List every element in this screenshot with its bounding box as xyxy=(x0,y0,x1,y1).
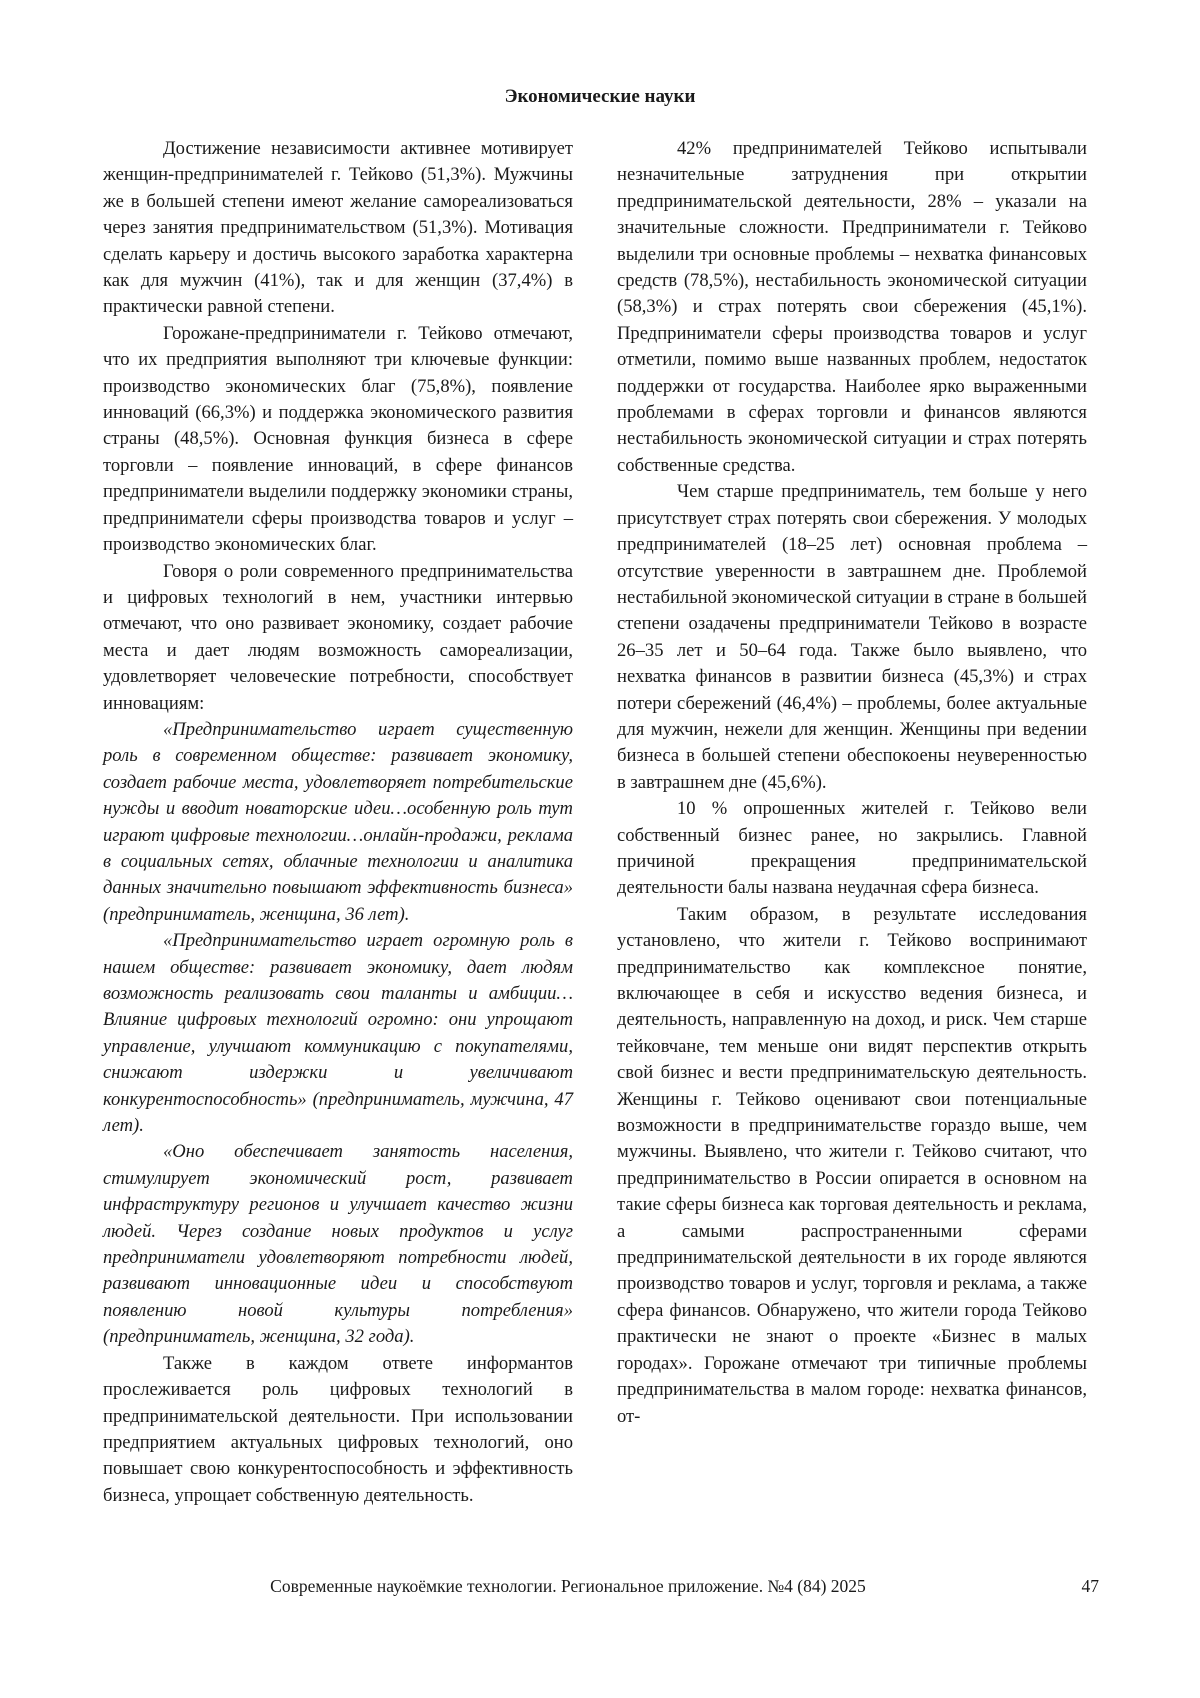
section-title: Экономические науки xyxy=(504,86,696,107)
journal-title: Современные наукоёмкие технологии. Региональное приложение. №4 (84) 2025 xyxy=(270,1576,866,1596)
left-column xyxy=(103,136,573,1509)
paragraph: Говоря о роли современного предпринимательства и цифровых технологий в нем, участники интервью отмечают, что оно развивает экономику, создает рабочие места и дает людям возможность самореализации, удовлетворяет человеческие потребности, способствует инновациям: xyxy=(103,560,573,714)
right-column xyxy=(617,136,1087,1430)
paragraph: 10 % опрошенных жителей г. Тейково вели собственный бизнес ранее, но закрылись. Главной причиной прекращения предпринимательской деятельности балы названа неудачная сфера бизнеса. xyxy=(617,798,1087,899)
paragraph: Чем старше предприниматель, тем больше у него присутствует страх потерять свои сбережения. У молодых предпринимателей (18–25 лет) основная проблема – отсутствие уверенности в завтрашнем дне. Проблемой нестабильной экономической ситуации в стране в большей степени озадачены предприниматели Тейково в возрасте 26–35 лет и 50–64 года. Также было выявлено, что нехватка финансов в развитии бизнеса (45,3%) и страх потери сбережений (46,4%) – проблемы, более актуальные для мужчин, нежели для женщин. Женщины при ведении бизнеса в большей степени обеспокоены неуверенностью в завтрашнем дне (45,6%). xyxy=(617,481,1087,793)
paragraph: Таким образом, в результате исследования установлено, что жители г. Тейково воспринимают предпринимательство как комплексное понятие, включающее в себя и искусство ведения бизнеса, и деятельность, направленную на доход, и риск. Чем старше тейковчане, тем меньше они видят перспектив открыть свой бизнес и вести предпринимательскую деятельность. Женщины г. Тейково оценивают свои потенциальные возможности в предпринимательстве гораздо выше, чем мужчины. Выявлено, что жители г. Тейково считают, что предпринимательство в России опирается в основном на такие сферы бизнеса как торговая деятельность и реклама, а самыми распространенными сферами предпринимательской деятельности в их городе являются производство товаров и услуг, торговля и реклама, а также сфера финансов. Обнаружено, что жители города Тейково практически не знают о проекте «Бизнес в малых городах». Горожане отмечают три типичные проблемы предпринимательства в малом городе: нехватка финансов, от- xyxy=(617,903,1087,1427)
quote-paragraph: «Предпринимательство играет огромную роль в нашем обществе: развивает экономику, дает людям возможность реализовать свои таланты и амбиции…Влияние цифровых технологий огромно: они упрощают управление, улучшают коммуникацию с покупателями, снижают издержки и увеличивают конкурентоспособность» (предприниматель, мужчина, 47 лет). xyxy=(103,930,573,1137)
paragraph: Достижение независимости активнее мотивирует женщин-предпринимателей г. Тейково (51,3%). Мужчины же в большей степени имеют желание самореализоваться через занятия предпринимательством (51,3%). Мотивация сделать карьеру и достичь высокого заработка характерна как для мужчин (41%), так и для женщин (37,4%) в практически равной степени. xyxy=(103,138,573,318)
page-footer xyxy=(103,1576,1099,1600)
paragraph: 42% предпринимателей Тейково испытывали незначительные затруднения при открытии предпринимательской деятельности, 28% – указали на значительные сложности. Предприниматели г. Тейково выделили три основные проблемы – нехватка финансовых средств (78,5%), нестабильность экономической ситуации (58,3%) и страх потерять свои сбережения (45,1%). Предприниматели сферы производства товаров и услуг отметили, помимо выше названных проблем, недостаток поддержки от государства. Наиболее ярко выраженными проблемами в сферах торговли и финансов являются нестабильность экономической ситуации и страх потерять собственные средства. xyxy=(617,138,1087,476)
page-number: 47 xyxy=(1081,1576,1099,1596)
quote-paragraph: «Оно обеспечивает занятость населения, стимулирует экономический рост, развивает инфраструктуру регионов и улучшает качество жизни людей. Через создание новых продуктов и услуг предприниматели удовлетворяют потребности людей, развивают инновационные идеи и способствуют появлению новой культуры потребления» (предприниматель, женщина, 32 года). xyxy=(103,1141,573,1348)
paragraph: Также в каждом ответе информантов прослеживается роль цифровых технологий в предпринимательской деятельности. При использовании предприятием актуальных цифровых технологий, оно повышает свою конкурентоспособность и эффективность бизнеса, упрощает собственную деятельность. xyxy=(103,1352,573,1506)
paragraph: Горожане-предприниматели г. Тейково отмечают, что их предприятия выполняют три ключевые функции: производство экономических благ (75,8%), появление инноваций (66,3%) и поддержка экономического развития страны (48,5%). Основная функция бизнеса в сфере торговли – появление инноваций, в сфере финансов предприниматели выделили поддержку экономики страны, предприниматели сферы производства товаров и услуг – производство экономических благ. xyxy=(103,322,573,556)
quote-paragraph: «Предпринимательство играет существенную роль в современном обществе: развивает экономику, создает рабочие места, удовлетворяет потребительские нужды и вводит новаторские идеи…особенную роль тут играют цифровые технологии…онлайн-продажи, реклама в социальных сетях, облачные технологии и аналитика данных значительно повышают эффективность бизнеса» (предприниматель, женщина, 36 лет). xyxy=(103,718,573,925)
